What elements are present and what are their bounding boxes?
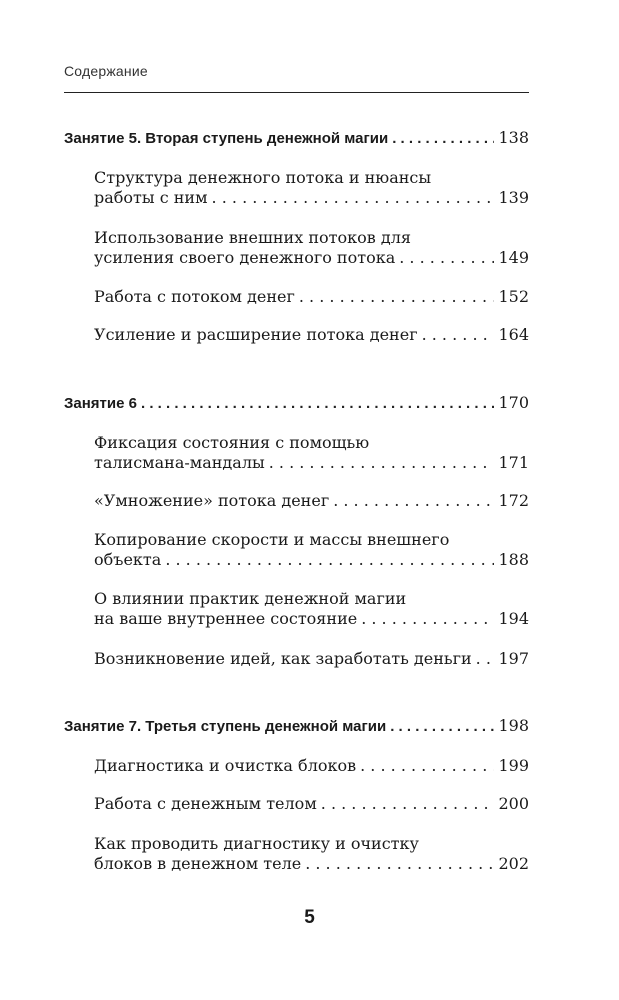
dot-leader [269,453,495,473]
toc-page-number: 170 [498,393,529,412]
toc-entry-leader-line [94,794,529,814]
toc-entry-title-line: Занятие 5. Вторая ступень денежной магии [64,130,389,147]
toc-page-number: 197 [498,649,529,668]
toc-entry-leader-line [64,716,529,737]
toc-section-entry [94,794,529,814]
toc-chapter-entry [64,128,529,149]
toc-entry-leader-line [94,854,529,874]
toc-entry-title-line: Диагностика и очистка блоков [94,756,357,775]
toc-entry-leader-line [94,649,529,669]
toc-entry-title-line: «Умножение» потока денег [94,491,330,510]
toc-entry-title-line: О влиянии практик денежной магии [94,589,407,608]
toc-page-number: 139 [498,188,529,207]
toc-section-entry [94,834,529,874]
toc-entry-title-line: Как проводить диагностику и очистку [94,834,419,853]
dot-leader [360,756,494,776]
toc-page-number: 200 [498,794,529,813]
toc-entry-title-line: Работа с денежным телом [94,794,317,813]
toc-page-number: 171 [498,453,529,472]
toc-entry-leader-line [94,491,529,511]
toc-entry-leader-line [94,325,529,345]
dot-leader [361,609,494,629]
toc-entry-title-line: Фиксация состояния с помощью [94,433,370,452]
toc-entry-leader-line [94,756,529,776]
toc-page-number: 202 [498,854,529,873]
toc-entry-leader-line [94,453,529,473]
toc-section-entry [94,649,529,669]
toc-entry-title-line: Использование внешних потоков для [94,228,411,247]
toc-entry-leader-line [94,609,529,629]
dot-leader [390,717,494,737]
toc-entry-leader-line [94,188,529,208]
toc-entry-title-line: Работа с потоком денег [94,287,295,306]
toc-entry-title-line: Усиление и расширение потока денег [94,325,418,344]
dot-leader [333,491,494,511]
toc-entry-title-line: на ваше внутреннее состояние [94,609,358,628]
dot-leader [141,394,494,414]
toc-page-number: 198 [498,716,529,735]
toc-entry-title-line: работы с ним [94,188,208,207]
dot-leader [399,248,494,268]
toc-section-entry [94,228,529,268]
toc-page-number: 149 [498,248,529,267]
toc-chapter-entry [64,716,529,737]
toc-section-entry [94,491,529,511]
dot-leader [422,325,495,345]
toc-page-number: 194 [498,609,529,628]
toc-entry-leader-line [64,393,529,414]
toc-entry-leader-line [64,128,529,149]
toc-page-number: 172 [498,491,529,510]
dot-leader [212,188,495,208]
dot-leader [299,287,495,307]
toc-page-number: 199 [498,756,529,775]
toc-entry-title-line: блоков в денежном теле [94,854,302,873]
toc-section-entry [94,325,529,345]
toc-chapter-entry [64,393,529,414]
toc-section-entry [94,530,529,570]
toc-section-entry [94,433,529,473]
toc-entry-title-line: Возникновение идей, как заработать деньги [94,649,472,668]
toc-entry-leader-line [94,287,529,307]
toc-section-entry [94,168,529,208]
dot-leader [165,550,494,570]
toc-entry-title-line: Занятие 7. Третья ступень денежной магии [64,718,387,735]
toc-page-number: 164 [498,325,529,344]
dot-leader [321,794,495,814]
running-head: Содержание [64,63,148,79]
toc-section-entry [94,589,529,629]
toc-section-entry [94,756,529,776]
toc-entry-title-line: Структура денежного потока и нюансы [94,168,432,187]
toc-entry-title-line: усиления своего денежного потока [94,248,396,267]
toc-entry-title-line: Занятие 6 [64,395,137,412]
toc-entry-leader-line [94,248,529,268]
toc-entry-title-line: талисмана-мандалы [94,453,265,472]
toc-page-number: 152 [498,287,529,306]
toc-page-number: 188 [498,550,529,569]
dot-leader [476,649,495,669]
page-number: 5 [304,907,315,928]
toc-entry-title-line: объекта [94,550,162,569]
toc-entry-leader-line [94,550,529,570]
dot-leader [305,854,494,874]
header-rule [64,92,529,93]
toc-entry-title-line: Копирование скорости и массы внешнего [94,530,450,549]
dot-leader [392,129,494,149]
toc-section-entry [94,287,529,307]
toc-page-number: 138 [498,128,529,147]
